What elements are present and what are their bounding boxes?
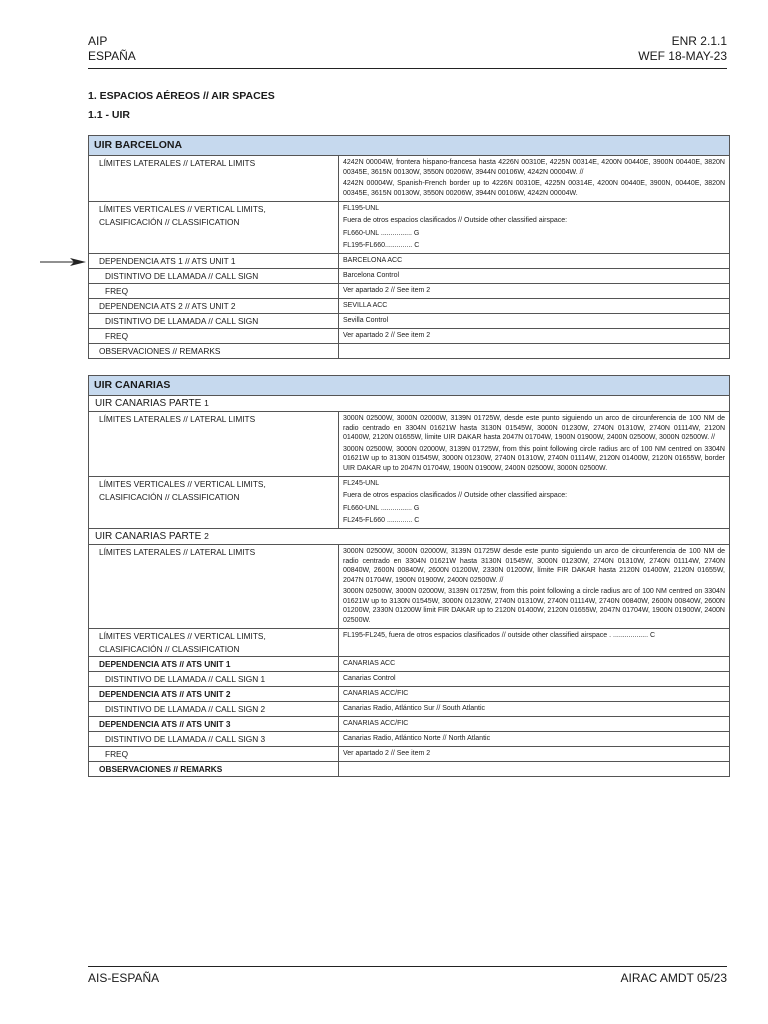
header-aip: AIP [88, 34, 108, 48]
can-freq-value: Ver apartado 2 // See item 2 [343, 750, 431, 757]
freq-2-value: Ver apartado 2 // See item 2 [343, 332, 431, 339]
uir-barcelona-table [88, 135, 730, 359]
p2-lateral-limits-es: 3000N 02500W, 3000N 02000W, 3139N 01725W desde este punto siguiendo un arco de circunferencia de 100 NM de radio centrado en 3304N 01621W hasta 3130N 01545W, 3000N 01230W, 2740N 01310W, 2740N 01114W, 2740N 00840W, 2600N 00840W, 2600N 01200W, 2330N 01200W, límite FIR DAKAR hasta 2120N 01400W, 2120N 01655W, 2047N 01704W, 1900N 01900W, 2400N 02500W. // [343, 548, 725, 584]
remarks-value [339, 344, 729, 358]
parte-1-text: UIR CANARIAS PARTE [95, 398, 205, 409]
vertical-limits-outside: Fuera de otros espacios clasificados // Outside other classified airspace: [343, 216, 568, 224]
lateral-limits-es: 4242N 00004W, frontera hispano-francesa hasta 4226N 00310E, 4225N 00314E, 4200N 00440E, 3900N 00440E, 3820N 00345E, 3615N 00130W, 3550N 00206W, 3944N 00106W, 4242N 00004W. // [343, 159, 725, 176]
can-call-sign-1-label: DISTINTIVO DE LLAMADA // CALL SIGN 1 [89, 672, 339, 686]
table-row [89, 717, 729, 732]
can-ats-unit-1-label: DEPENDENCIA ATS // ATS UNIT 1 [89, 657, 339, 671]
can-ats-unit-2-value: CANARIAS ACC/FIC [343, 690, 409, 697]
uir-barcelona-title: UIR BARCELONA [89, 136, 729, 156]
ats-unit-2-label: DEPENDENCIA ATS 2 // ATS UNIT 2 [89, 299, 339, 313]
uir-canarias-title: UIR CANARIAS [89, 376, 729, 396]
freq-1-value: Ver apartado 2 // See item 2 [343, 287, 431, 294]
can-call-sign-2-value: Canarias Radio, Atlántico Sur // South Atlantic [343, 705, 486, 712]
table-row [89, 545, 729, 629]
table-row [89, 284, 729, 299]
p2-vertical-limits-label [89, 629, 339, 656]
p1-lateral-limits-label: LÍMITES LATERALES // LATERAL LIMITS [89, 412, 339, 476]
parte-1-number: 1 [204, 398, 209, 408]
can-call-sign-3-value: Canarias Radio, Atlántico Norte // North Atlantic [343, 735, 491, 742]
p1-vertical-label-line1: LÍMITES VERTICALES // VERTICAL LIMITS, [99, 479, 266, 489]
p1-lateral-limits-en: 3000N 02500W, 3000N 02000W, 3139N 01725W, from this point following circle radius arc of 100 NM centred on 3304N 01621W up to 3130N 01545W, 3000N 01230W, 2740N 01310W, 2740N 01114W, 2120N 01400W, 2120N 01655W, border UIR DAKAR up to 2047N 01704W, 1900N 01900W, 2400N 02500W, 3000N 02500W. [343, 445, 725, 472]
parte-2-text: UIR CANARIAS PARTE [95, 531, 205, 542]
footer-divider [88, 966, 727, 967]
canarias-parte-1-heading [89, 396, 729, 412]
can-remarks-label: OBSERVACIONES // REMARKS [89, 762, 339, 776]
p1-lateral-limits-es: 3000N 02500W, 3000N 02000W, 3139N 01725W, desde este punto siguiendo un arco de circunferencia de 100 NM de radio centrado en 3304N 01621W hasta 3130N 01545W, 3000N 01230W, 2740N 01310W, 2740N 01114W, 2120N 01400W, 2120N 01655W, límite UIR DAKAR hasta 2047N 01704W, 1900N 01900W, 2400N 02500W, 3000N 02500W. // [343, 415, 725, 441]
table-row [89, 629, 729, 657]
canarias-parte-2-heading [89, 529, 729, 545]
footer-publisher: AIS-ESPAÑA [88, 971, 160, 985]
parte-2-number: 2 [204, 531, 209, 541]
p2-lateral-limits-value [339, 545, 729, 628]
p2-vertical-limits-value [339, 629, 729, 656]
table-row [89, 344, 729, 358]
call-sign-1-value: Barcelona Control [343, 272, 400, 279]
can-ats-unit-3-value: CANARIAS ACC/FIC [343, 720, 409, 727]
vertical-limits-value [339, 202, 729, 253]
ats-unit-1-label: DEPENDENCIA ATS 1 // ATS UNIT 1 [89, 254, 339, 268]
can-call-sign-1-value: Canarias Control [343, 675, 396, 682]
vertical-limits-label-line2: CLASIFICACIÓN // CLASSIFICATION [99, 217, 240, 227]
call-sign-2-value: Sevilla Control [343, 317, 389, 324]
table-row [89, 747, 729, 762]
vertical-limits-fl: FL195-UNL [343, 205, 380, 212]
call-sign-2-label: DISTINTIVO DE LLAMADA // CALL SIGN [89, 314, 339, 328]
p2-vertical-text: FL195-FL245, fuera de otros espacios clasificados // outside other classified airspace . .................. C [343, 632, 656, 639]
p1-vertical-class-g: FL660-UNL ................ G [343, 505, 420, 512]
p2-vertical-label-line1: LÍMITES VERTICALES // VERTICAL LIMITS, [99, 631, 266, 641]
p1-vertical-fl: FL245-UNL [343, 480, 380, 487]
freq-1-label: FREQ [89, 284, 339, 298]
p2-lateral-limits-label: LÍMITES LATERALES // LATERAL LIMITS [89, 545, 339, 628]
uir-canarias-table [88, 375, 730, 777]
p1-vertical-label-line2: CLASIFICACIÓN // CLASSIFICATION [99, 492, 240, 502]
can-remarks-value [339, 762, 729, 776]
table-row [89, 687, 729, 702]
table-row [89, 477, 729, 529]
p1-lateral-limits-value [339, 412, 729, 476]
p2-vertical-label-line2: CLASIFICACIÓN // CLASSIFICATION [99, 644, 240, 654]
p2-lateral-limits-en: 3000N 02500W, 3000N 02000W, 3139N 01725W, from this point following a circle radius arc of 100 NM centred on 3304N 01621W up to 3130N 01545W, 3000N 01230W, 2740N 01310W, 2740N 01114W, 2740N 00840W, 2600N 00840W, 2600N 01200W, 2330N 01200W limit FIR DAKAR up to 2120N 01400W, 2120N 01655W, 2047N 01704W, 1900N 01900W, 2400N 02500W. [343, 588, 725, 624]
table-row [89, 657, 729, 672]
ats-unit-1-value: BARCELONA ACC [343, 257, 403, 264]
vertical-limits-label-line1: LÍMITES VERTICALES // VERTICAL LIMITS, [99, 204, 266, 214]
header-divider [88, 68, 727, 69]
page-header-right [638, 34, 727, 64]
can-call-sign-2-label: DISTINTIVO DE LLAMADA // CALL SIGN 2 [89, 702, 339, 716]
vertical-limits-label [89, 202, 339, 253]
freq-2-label: FREQ [89, 329, 339, 343]
table-row [89, 762, 729, 776]
header-page-ref: ENR 2.1.1 [671, 34, 727, 48]
p1-vertical-class-c: FL245-FL660 ............. C [343, 516, 420, 524]
table-row [89, 299, 729, 314]
vertical-limits-class-c: FL195-FL660.............. C [343, 241, 420, 249]
section-title: 1. ESPACIOS AÉREOS // AIR SPACES [88, 90, 275, 102]
table-row [89, 314, 729, 329]
table-row [89, 156, 729, 202]
amendment-arrow-icon [40, 257, 88, 267]
p1-vertical-limits-value [339, 477, 729, 528]
p1-vertical-outside: Fuera de otros espacios clasificados // Outside other classified airspace: [343, 491, 568, 499]
subsection-title: 1.1 - UIR [88, 109, 131, 121]
can-call-sign-3-label: DISTINTIVO DE LLAMADA // CALL SIGN 3 [89, 732, 339, 746]
can-ats-unit-2-label: DEPENDENCIA ATS // ATS UNIT 2 [89, 687, 339, 701]
table-row [89, 269, 729, 284]
table-row [89, 202, 729, 254]
table-row [89, 412, 729, 477]
remarks-label: OBSERVACIONES // REMARKS [89, 344, 339, 358]
header-country: ESPAÑA [88, 49, 136, 63]
table-row [89, 254, 729, 269]
lateral-limits-label: LÍMITES LATERALES // LATERAL LIMITS [89, 156, 339, 201]
lateral-limits-en: 4242N 00004W, Spanish-French border up to 4226N 00310E, 4225N 00314E, 4200N 00440E, 3900N, 00440E, 3820N 00345E, 3615N 00130W, 3550N 00206W, 3944N 00106W, 4242N 00004W. [343, 180, 725, 197]
table-row [89, 702, 729, 717]
ats-unit-2-value: SEVILLA ACC [343, 302, 388, 309]
call-sign-1-label: DISTINTIVO DE LLAMADA // CALL SIGN [89, 269, 339, 283]
can-ats-unit-1-value: CANARIAS ACC [343, 660, 396, 667]
can-freq-label: FREQ [89, 747, 339, 761]
can-ats-unit-3-label: DEPENDENCIA ATS // ATS UNIT 3 [89, 717, 339, 731]
table-row [89, 329, 729, 344]
table-row [89, 732, 729, 747]
page-header-left [88, 34, 136, 64]
p1-vertical-limits-label [89, 477, 339, 528]
footer-amendment: AIRAC AMDT 05/23 [620, 971, 727, 985]
header-effective-date: WEF 18-MAY-23 [638, 49, 727, 63]
table-row [89, 672, 729, 687]
vertical-limits-class-g: FL660-UNL ................ G [343, 230, 420, 237]
lateral-limits-value [339, 156, 729, 201]
